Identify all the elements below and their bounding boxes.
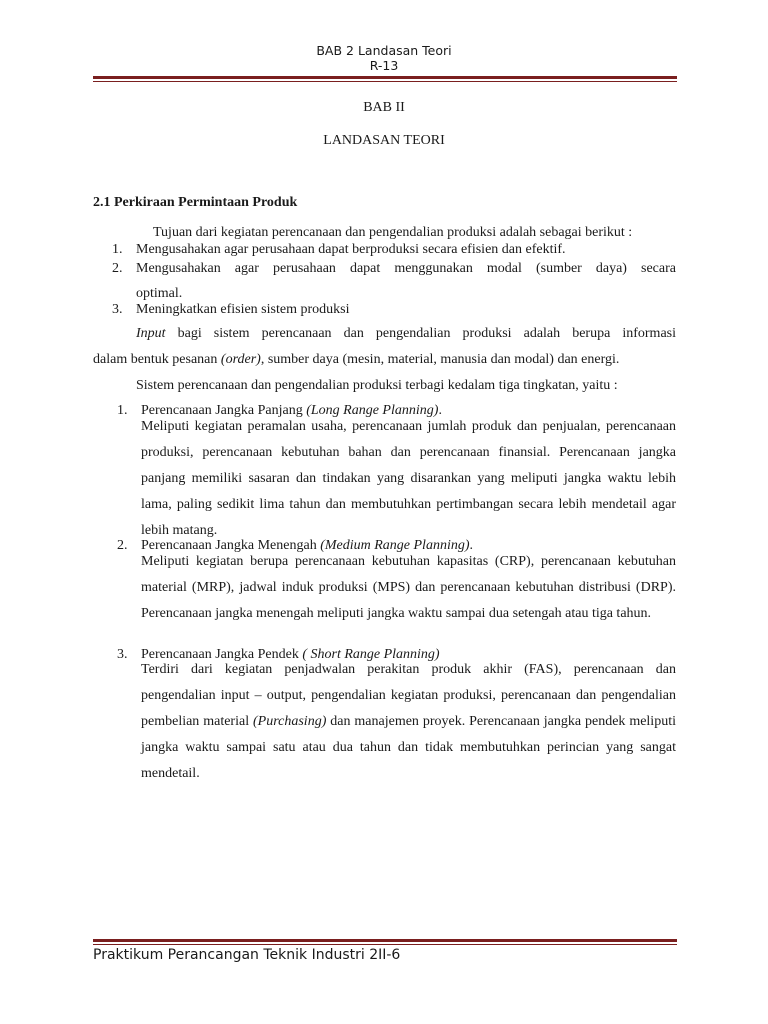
level-body: Meliputi kegiatan peramalan usaha, perencanaan jumlah produk dan penjualan, perencanaan produksi, perencanaan kebutuhan bahan dan perencanaan finansial. Perencanaan jangka panjang memiliki sasaran dan tindakan yang disarankan yang meliputi jangka waktu lebih lama, paling sedikit lima tahun dan membutuhkan pertimbangan secara lebih mendetail agar lebih matang. (141, 419, 676, 538)
level-number: 2. (117, 538, 128, 553)
level-title-end: . (469, 538, 473, 553)
order-term: (order) (220, 352, 261, 367)
footer (93, 947, 400, 963)
footer-rule-bottom (93, 944, 677, 945)
header-rule-bottom (93, 81, 677, 82)
level-title-term: ( Short Range Planning) (302, 647, 440, 662)
footer-text: Praktikum Perancangan Teknik Industri 2 (93, 947, 379, 963)
goal-number: 1. (112, 242, 123, 257)
header-rule-top (93, 76, 677, 79)
footer-rule-top (93, 939, 677, 942)
goal-text: Meningkatkan efisien sistem produksi (136, 302, 350, 317)
running-header-title: BAB 2 Landasan Teori (316, 43, 452, 58)
level-title-text: Perencanaan Jangka Panjang (141, 403, 307, 418)
goal-number: 2. (112, 261, 123, 276)
level-body: Meliputi kegiatan berupa perencanaan kebutuhan kapasitas (CRP), perencanaan kebutuhan material (MRP), jadwal induk produksi (MPS) dan perencanaan kebutuhan distribusi (DRP). Perencanaan jangka menengah meliputi jangka waktu sampai dua setengah atau tiga tahun. (141, 554, 676, 621)
input-paragraph-text: , sumber daya (mesin, material, manusia dan modal) dan energi. (260, 352, 620, 367)
goal-number: 3. (112, 302, 123, 317)
level-title-text: Perencanaan Jangka Pendek (141, 647, 303, 662)
input-paragraph-text: bagi sistem perencanaan dan pengendalian produksi adalah berupa informasi (165, 326, 676, 341)
input-paragraph-text: dalam bentuk pesanan (93, 352, 221, 367)
section-intro: Tujuan dari kegiatan perencanaan dan pengendalian produksi adalah sebagai berikut : (153, 225, 633, 240)
level-title-term: (Medium Range Planning) (320, 538, 470, 553)
levels-intro: Sistem perencanaan dan pengendalian produksi terbagi kedalam tiga tingkatan, yaitu : (136, 378, 618, 393)
goal-text: Mengusahakan agar perusahaan dapat menggunakan modal (sumber daya) secara (136, 261, 676, 276)
level-title-term: (Long Range Planning) (306, 403, 439, 418)
level-title-end: . (438, 403, 442, 418)
goal-text-continued: optimal. (136, 286, 183, 301)
chapter-number: BAB II (363, 100, 405, 115)
level-body (141, 657, 676, 787)
footer-page-number: II-6 (378, 947, 401, 963)
level-number: 1. (117, 403, 128, 418)
input-term: Input (136, 326, 166, 341)
goal-text: Mengusahakan agar perusahaan dapat berproduksi secara efisien dan efektif. (136, 242, 566, 257)
level-body-text: Terdiri dari kegiatan penjadwalan perakitan produk akhir (FAS), perencanaan dan pengendalian input – output, pengendalian kegiatan produksi, perencanaan dan pengendalian pembelian material (141, 662, 676, 729)
level-title-text: Perencanaan Jangka Menengah (141, 538, 321, 553)
section-heading: 2.1 Perkiraan Permintaan Produk (93, 195, 298, 210)
input-paragraph-line2 (93, 352, 619, 368)
input-paragraph-line1 (136, 326, 676, 342)
level-number: 3. (117, 647, 128, 662)
level-body-text: dan manajemen proyek. Perencanaan jangka pendek meliputi jangka waktu sampai satu atau dua tahun dan tidak membutuhkan perincian yang sangat mendetail. (141, 714, 676, 781)
chapter-title: LANDASAN TEORI (323, 133, 445, 148)
purchasing-term: (Purchasing) (253, 714, 327, 729)
running-header-code: R-13 (369, 58, 399, 73)
